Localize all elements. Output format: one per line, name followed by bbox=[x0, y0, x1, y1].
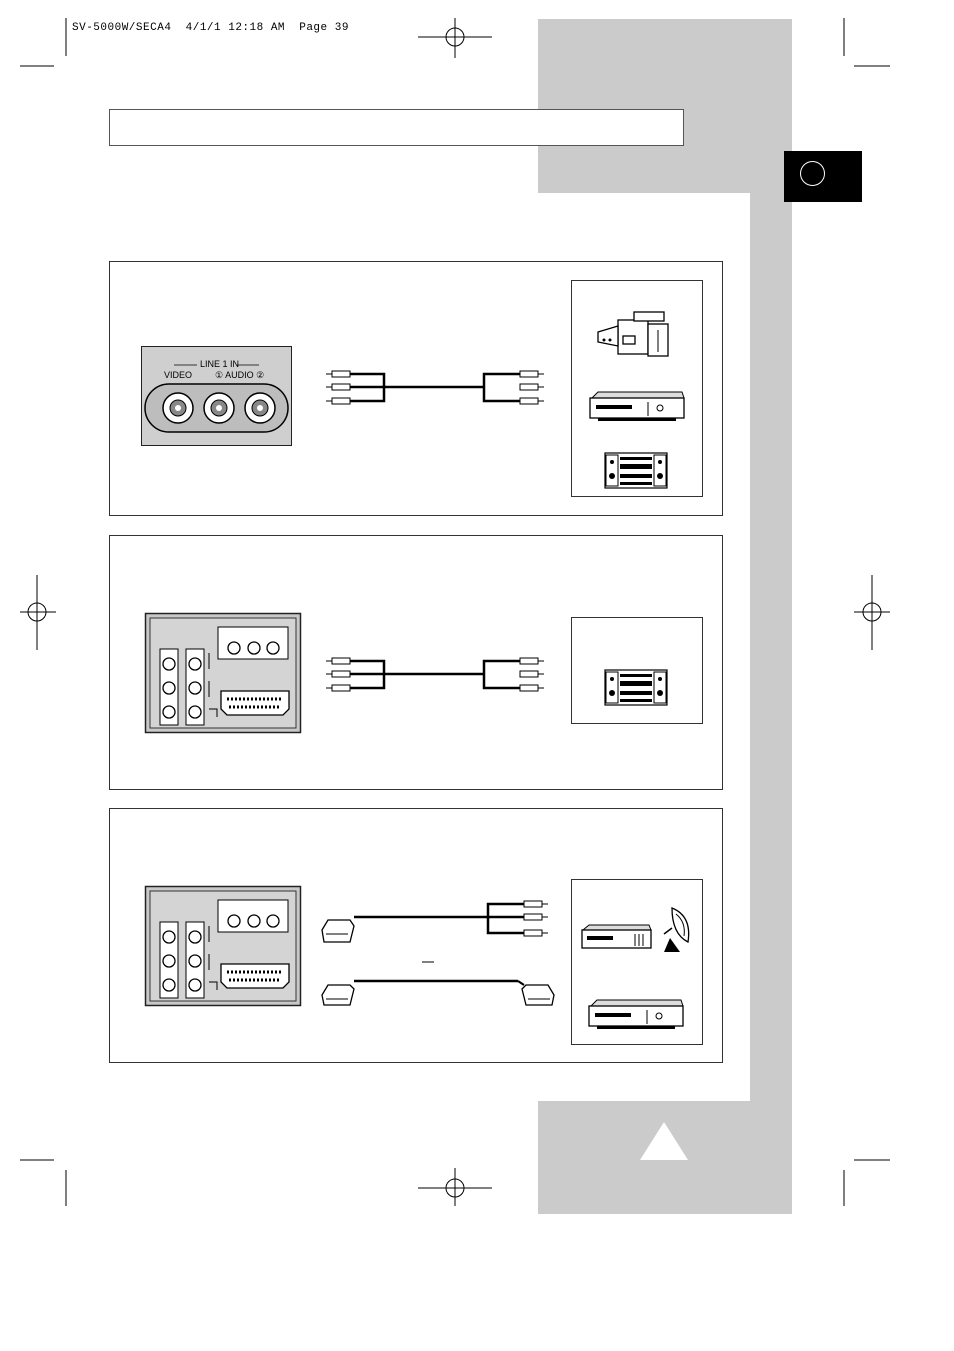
line-in-jacks bbox=[141, 346, 292, 446]
rear-jack-panel-3 bbox=[145, 886, 301, 1006]
satellite-dish-icon bbox=[658, 904, 698, 956]
vcr-icon-2 bbox=[581, 924, 653, 952]
gray-top-block bbox=[538, 19, 792, 193]
scart-to-scart-cable bbox=[318, 955, 558, 1010]
camcorder-icon bbox=[596, 308, 676, 358]
gray-side-strip bbox=[750, 193, 792, 1101]
video-label: VIDEO bbox=[164, 370, 193, 380]
language-circle-icon bbox=[800, 161, 825, 186]
vcr-icon-3 bbox=[587, 998, 687, 1032]
title-box bbox=[109, 109, 684, 146]
rear-jack-panel-2 bbox=[145, 613, 301, 733]
stereo-icon bbox=[604, 452, 668, 490]
print-slug: SV-5000W/SECA4 4/1/1 12:18 AM Page 39 bbox=[72, 22, 349, 34]
audio-label: ① AUDIO ② bbox=[215, 370, 265, 380]
up-triangle-icon bbox=[640, 1122, 688, 1160]
line-in-title: LINE 1 IN bbox=[200, 359, 240, 369]
stereo-icon-2 bbox=[604, 669, 668, 707]
rca-cable-2 bbox=[320, 652, 550, 697]
vcr-icon bbox=[588, 390, 688, 424]
rca-cable-1 bbox=[320, 365, 550, 410]
scart-to-rca-cable bbox=[318, 896, 554, 948]
